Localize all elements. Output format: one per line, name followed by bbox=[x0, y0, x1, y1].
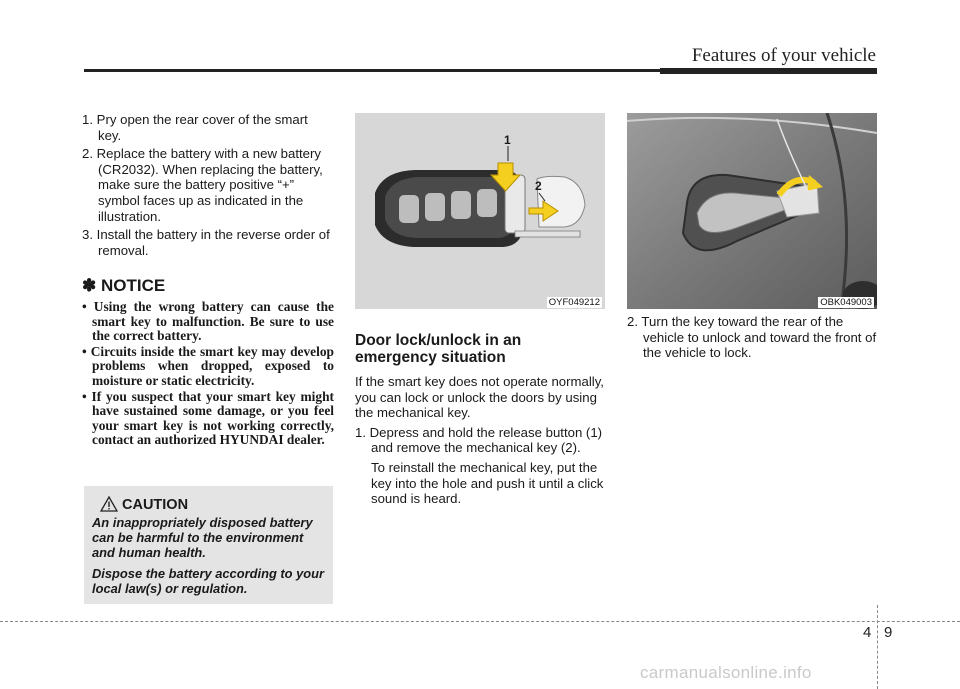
battery-step-1: 1. Pry open the rear cover of the smart key. bbox=[82, 112, 308, 143]
header-rule-accent bbox=[660, 68, 877, 74]
figure-code: OYF049212 bbox=[548, 297, 600, 308]
door-handle-icon bbox=[627, 113, 877, 309]
notice-item: • If you suspect that your smart key might have sustained some damage, or you feel your smart key is not working correctly, contact an authorized HYUNDAI dealer. bbox=[82, 388, 334, 448]
page-number: 9 bbox=[884, 624, 893, 641]
figure-code: OBK049003 bbox=[820, 297, 872, 308]
footer-divider bbox=[877, 605, 878, 689]
header-title: Features of your vehicle bbox=[691, 45, 876, 66]
watermark: carmanualsonline.info bbox=[640, 663, 812, 682]
key-callout-1: 1 bbox=[504, 133, 511, 147]
left-column bbox=[82, 112, 334, 449]
right-column bbox=[627, 314, 877, 365]
smart-key-icon bbox=[355, 113, 605, 309]
battery-step-3: 3. Install the battery in the reverse order of removal. bbox=[82, 227, 330, 258]
caution-line-2: Dispose the battery according to your local law(s) or regulation. bbox=[92, 566, 325, 596]
notice-title: ✽ NOTICE bbox=[82, 276, 166, 296]
mech-key-reinstall: To reinstall the mechanical key, put the key into the hole and push it until a click sound is heard. bbox=[371, 459, 604, 507]
caution-box bbox=[84, 486, 333, 604]
notice-item: • Circuits inside the smart key may develop problems when dropped, exposed to moisture or static electricity. bbox=[82, 343, 334, 388]
footer-rule bbox=[0, 621, 960, 622]
mech-key-step-2: 2. Turn the key toward the rear of the vehicle to unlock and toward the front of the vehicle to lock. bbox=[627, 314, 877, 361]
mech-key-step-1: 1. Depress and hold the release button (1) and remove the mechanical key (2). bbox=[355, 424, 603, 456]
page-chapter: 4 bbox=[863, 624, 872, 641]
door-handle-illustration bbox=[627, 113, 877, 309]
smart-key-illustration bbox=[355, 113, 605, 309]
caution-body bbox=[92, 515, 328, 602]
battery-step-2: 2. Replace the battery with a new battery (CR2032). When replacing the battery, make sure the battery positive “+” symbol faces up as indicated in the illustration. bbox=[82, 146, 323, 224]
key-callout-2: 2 bbox=[535, 179, 542, 193]
caution-line-1: An inappropriately disposed battery can be harmful to the environment and human health. bbox=[92, 515, 313, 560]
notice-item: • Using the wrong battery can cause the smart key to malfunction. Be sure to use the correct battery. bbox=[82, 298, 334, 344]
warning-triangle-icon bbox=[100, 496, 118, 512]
section-intro: If the smart key does not operate normally, you can lock or unlock the doors by using the mechanical key. bbox=[355, 374, 604, 421]
middle-column bbox=[355, 332, 605, 511]
section-title: Door lock/unlock in an emergency situation bbox=[355, 332, 522, 366]
notice-list bbox=[82, 300, 334, 448]
caution-title: CAUTION bbox=[122, 497, 189, 513]
